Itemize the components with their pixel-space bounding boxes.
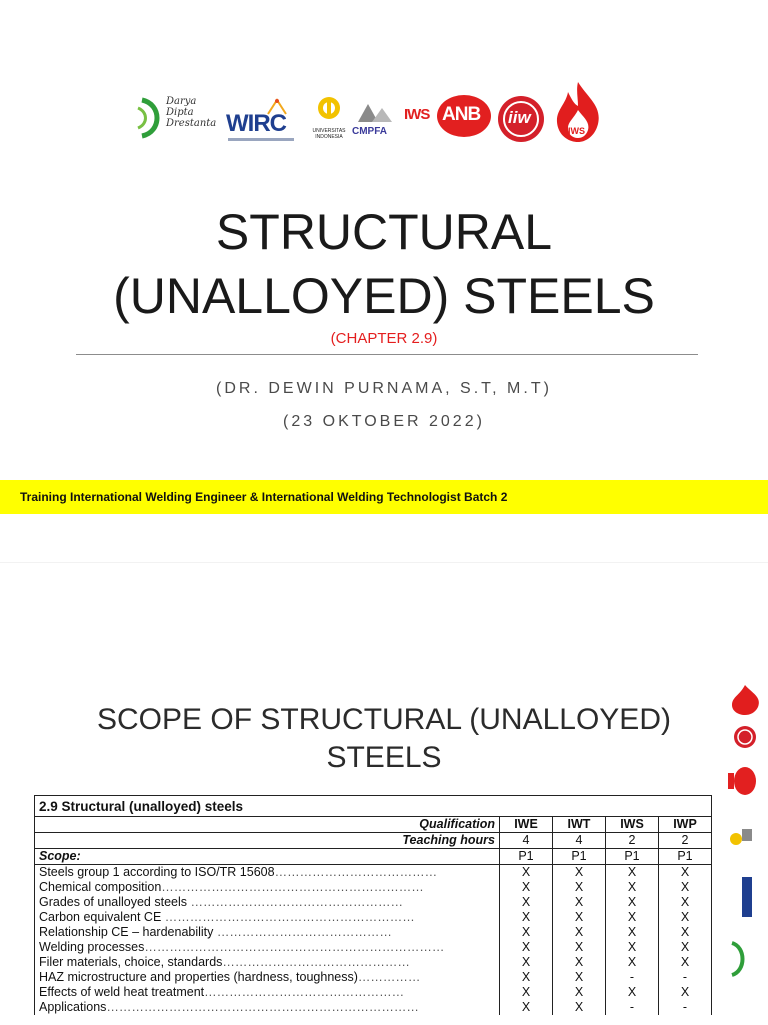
scope-item-leader-dots: ……………………………………………………: [161, 910, 415, 924]
iws-flame-logo: [552, 80, 604, 144]
scope-item-label: [35, 880, 500, 895]
vertical-logos-icon: [722, 681, 768, 1011]
cmpfa-shape-icon: [354, 100, 394, 126]
cell-iwp: -: [659, 1000, 712, 1015]
level-iwe: P1: [500, 849, 553, 865]
scope-slide: [0, 562, 768, 1025]
date-line: (23 OKTOBER 2022): [283, 413, 485, 430]
table-row: [35, 955, 712, 970]
scope-item-leader-dots: ………………………………………: [222, 955, 410, 969]
cell-iwp: X: [659, 880, 712, 895]
scope-item-label: [35, 925, 500, 940]
cell-iws: X: [606, 985, 659, 1000]
col-header-iwt: IWT: [553, 817, 606, 833]
scope-item-leader-dots: ……………………………………………: [187, 895, 403, 909]
cell-iwe: X: [500, 970, 553, 985]
cell-iwt: X: [553, 880, 606, 895]
scope-item-text: Applications: [39, 1000, 107, 1014]
col-header-iws: IWS: [606, 817, 659, 833]
table-row: [35, 895, 712, 910]
cell-iwt: X: [553, 940, 606, 955]
cell-iwe: X: [500, 955, 553, 970]
scope-item-leader-dots: ………………………………………………………: [161, 880, 424, 894]
cell-iwe: X: [500, 880, 553, 895]
universitas-indonesia-logo: [308, 94, 350, 144]
scope-table-wrapper: [34, 795, 712, 1015]
cell-iwt: X: [553, 865, 606, 881]
table-row: [35, 910, 712, 925]
scope-item-leader-dots: …………………………………………: [204, 985, 405, 999]
cell-iws: X: [606, 925, 659, 940]
scope-item-text: HAZ microstructure and properties (hardness, toughness): [39, 970, 358, 984]
iiw-logo: [496, 94, 546, 144]
slide-title: [0, 200, 768, 328]
cell-iwe: X: [500, 940, 553, 955]
cmpfa-logo: [348, 100, 400, 144]
scope-table: [34, 795, 712, 1015]
cell-iwp: -: [659, 970, 712, 985]
hours-iws: 2: [606, 833, 659, 849]
scope-item-text: Welding processes: [39, 940, 145, 954]
table-row: [35, 1000, 712, 1015]
col-header-iwp: IWP: [659, 817, 712, 833]
scope-item-label: [35, 985, 500, 1000]
scope-item-text: Filer materials, choice, standards: [39, 955, 223, 969]
scope-item-leader-dots: …………………………………: [274, 865, 438, 879]
author-line: (DR. DEWIN PURNAMA, S.T, M.T): [216, 380, 552, 397]
cell-iwe: X: [500, 985, 553, 1000]
cell-iws: X: [606, 895, 659, 910]
scope-item-text: Effects of weld heat treatment: [39, 985, 205, 999]
iws-wordmark: IWS: [404, 106, 430, 123]
table-row: [35, 970, 712, 985]
cmpfa-wordmark: CMPFA: [352, 126, 387, 137]
scope-item-label: [35, 970, 500, 985]
iiw-wordmark: iiw: [508, 108, 531, 127]
chapter-label: (CHAPTER 2.9): [330, 330, 438, 347]
wirc-subline: [228, 138, 294, 141]
cell-iwp: X: [659, 895, 712, 910]
cell-iwt: X: [553, 895, 606, 910]
level-iwp: P1: [659, 849, 712, 865]
side-logo-strip: [722, 681, 768, 1011]
hours-iwt: 4: [553, 833, 606, 849]
cell-iwp: X: [659, 955, 712, 970]
scope-item-leader-dots: ……………………………………: [213, 925, 392, 939]
cell-iws: -: [606, 1000, 659, 1015]
ddd-line-3: Drestanta: [166, 118, 217, 129]
table-heading: 2.9 Structural (unalloyed) steels: [35, 796, 712, 817]
cell-iwp: X: [659, 985, 712, 1000]
cell-iws: X: [606, 910, 659, 925]
hours-iwe: 4: [500, 833, 553, 849]
scope-item-leader-dots: ……………: [357, 970, 421, 984]
cell-iws: X: [606, 955, 659, 970]
cell-iwe: X: [500, 865, 553, 881]
cell-iwt: X: [553, 910, 606, 925]
cell-iwe: X: [500, 910, 553, 925]
scope-item-text: Chemical composition: [39, 880, 162, 894]
qualification-label: Qualification: [35, 817, 500, 833]
scope-item-label: [35, 1000, 500, 1015]
makara-icon: [317, 94, 341, 126]
iws-flame-text: IWS: [568, 126, 585, 136]
cell-iwt: X: [553, 955, 606, 970]
cell-iwp: X: [659, 910, 712, 925]
hours-iwp: 2: [659, 833, 712, 849]
cell-iwt: X: [553, 1000, 606, 1015]
slide-title-line-1: STRUCTURAL: [215, 204, 553, 260]
cell-iws: X: [606, 940, 659, 955]
ddd-leaf-icon: [136, 96, 166, 140]
cell-iws: X: [606, 880, 659, 895]
scope-item-text: Grades of unalloyed steels: [39, 895, 188, 909]
cell-iwp: X: [659, 925, 712, 940]
scope-title-line-2: STEELS: [326, 741, 442, 774]
cell-iwe: X: [500, 895, 553, 910]
training-banner: [0, 480, 768, 514]
wirc-wordmark: WIRC: [226, 110, 286, 137]
scope-item-label: [35, 955, 500, 970]
teaching-hours-label: Teaching hours: [35, 833, 500, 849]
table-row: [35, 940, 712, 955]
title-divider: [76, 354, 698, 355]
cell-iwp: X: [659, 865, 712, 881]
cell-iwp: X: [659, 940, 712, 955]
scope-item-leader-dots: ………………………………………………………………: [144, 940, 445, 954]
table-row: [35, 865, 712, 881]
scope-label: Scope:: [35, 849, 500, 865]
table-row: [35, 925, 712, 940]
scope-rows: [35, 865, 712, 1016]
col-header-iwe: IWE: [500, 817, 553, 833]
iws-anb-logo: [404, 92, 494, 142]
cell-iwt: X: [553, 925, 606, 940]
slide-title-line-2: (UNALLOYED) STEELS: [113, 268, 655, 324]
cell-iws: X: [606, 865, 659, 881]
ddd-line-2: Dipta: [166, 107, 194, 118]
scope-item-text: Steels group 1 according to ISO/TR 15608: [39, 865, 275, 879]
wirc-logo: [226, 98, 298, 142]
scope-item-label: [35, 940, 500, 955]
scope-title: [0, 701, 768, 777]
cell-iws: -: [606, 970, 659, 985]
cell-iwt: X: [553, 985, 606, 1000]
table-row: [35, 985, 712, 1000]
cell-iwe: X: [500, 925, 553, 940]
anb-wordmark: ANB: [442, 104, 481, 125]
table-row: [35, 880, 712, 895]
scope-item-label: [35, 865, 500, 881]
level-iws: P1: [606, 849, 659, 865]
universitas-indonesia-text: UNIVERSITAS INDONESIA: [312, 128, 346, 140]
scope-item-text: Relationship CE – hardenability: [39, 925, 214, 939]
darya-dipta-drestanta-logo: [136, 96, 222, 140]
level-iwt: P1: [553, 849, 606, 865]
scope-item-label: [35, 910, 500, 925]
ddd-line-1: Darya: [166, 96, 197, 107]
scope-item-leader-dots: …………………………………………………………………: [106, 1000, 419, 1014]
cell-iwt: X: [553, 970, 606, 985]
partner-logos: [130, 80, 610, 150]
scope-item-text: Carbon equivalent CE: [39, 910, 162, 924]
training-banner-text: Training International Welding Engineer & International Welding Technologist Batch 2: [20, 490, 508, 504]
scope-item-label: [35, 895, 500, 910]
scope-title-line-1: SCOPE OF STRUCTURAL (UNALLOYED): [97, 703, 671, 736]
cell-iwe: X: [500, 1000, 553, 1015]
